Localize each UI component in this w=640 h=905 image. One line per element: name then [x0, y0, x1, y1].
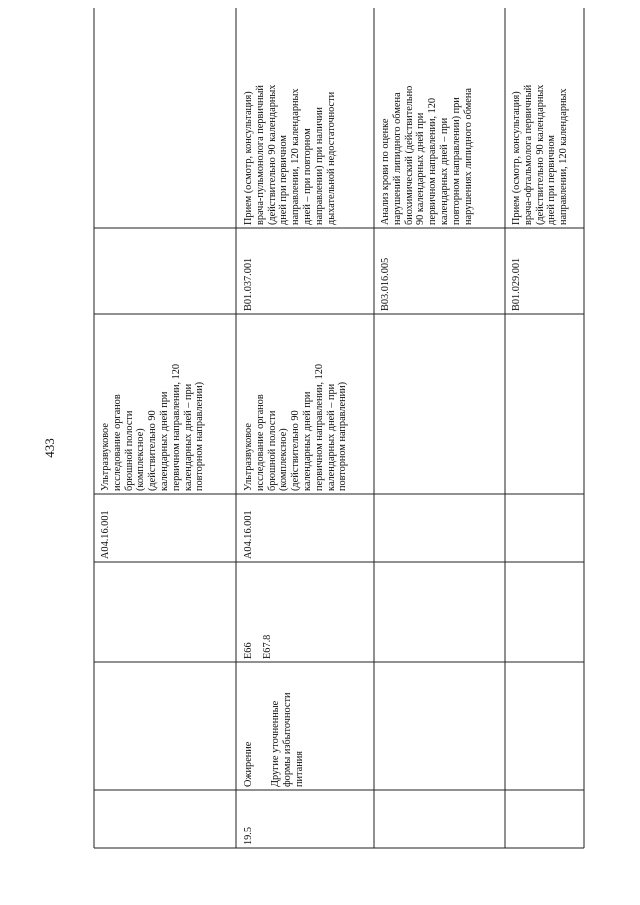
- row1-text-a: Ультразвуковое исследование органов брюшной полости (комплексное) (действительно 90 календарных дней при первичном направлении, 120 календарных дней – при повторном направлении): [100, 363, 206, 491]
- row3-text-b: Анализ крови по оценке нарушений липидного обмена биохимический (действительно 90 календарных дней при первичном направлении, 120 календарных дней – при повторном направлении) при нарушениях липидного обмена: [380, 85, 474, 225]
- row2-text-a: Ультразвуковое исследование органов брюшной полости (комплексное) (действительно 90 календарных дней при первичном направлении, 120 календарных дней – при повторном направлении): [243, 363, 349, 491]
- row2-code-b: B01.037.001: [243, 257, 254, 311]
- row2-icd-2: E67.8: [262, 634, 273, 659]
- row2-code-a: A04.16.001: [243, 510, 254, 559]
- row4-text-b: Прием (осмотр, консультация) врача-офтальмолога первичный (действительно 90 календарных дней при первичном направлении, 120 календарных: [511, 84, 570, 225]
- row2-diagnosis-2: Другие уточненные формы избыточности питания: [270, 692, 305, 787]
- row2-icd-1: E66: [243, 642, 254, 659]
- row2-number: 19.5: [243, 826, 254, 845]
- row1-code-a: A04.16.001: [100, 510, 111, 559]
- row2-text-b: Прием (осмотр, консультация) врача-пульмонолога первичный (действительно 90 календарных дней при первичном направлении, 120 календарных дней – при повторном направлении) при наличии дыхательной недостаточности: [243, 84, 337, 225]
- page-number: 433: [42, 438, 57, 458]
- row2-diagnosis-1: Ожирение: [243, 741, 254, 787]
- row4-code-b: B01.029.001: [511, 257, 522, 311]
- row3-code-b: B03.016.005: [380, 257, 391, 311]
